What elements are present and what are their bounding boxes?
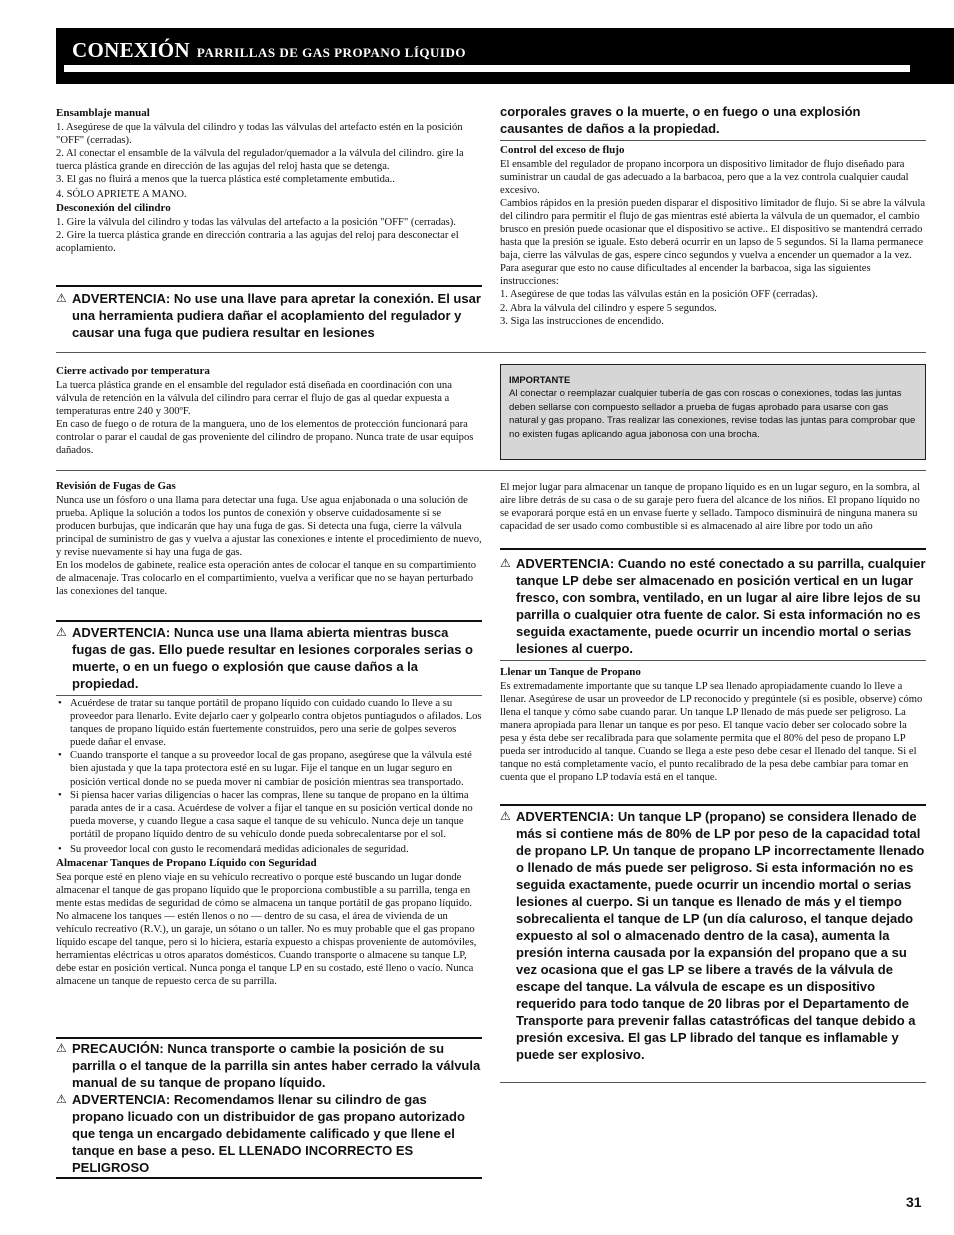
warning-icon: ⚠ <box>56 625 67 639</box>
divider <box>500 140 926 141</box>
warning-icon: ⚠ <box>56 291 67 305</box>
manual-step-3: 3. El gas no fluirá a menos que la tuerca plástica esté completamente embutida.. <box>56 173 395 185</box>
thermal-shutoff-section <box>56 365 482 457</box>
divider <box>500 548 926 550</box>
transport-tips-list <box>56 697 482 856</box>
divider <box>56 695 482 696</box>
page-header <box>56 28 954 84</box>
section-subtitle: PARRILLAS DE GAS PROPANO LÍQUIDO <box>196 45 466 60</box>
list-item: • Si piensa hacer varias diligencias o hacer las compras, llene su tanque de propano en la última parada antes de ir a casa. Acuérdese de volver a fijar el tanque en su posición vertical donde no pueda moverse, y cuando llegue a casa saque el tanque de su vehículo. Nunca deje un tanque portátil de propano líquido dentro de su vehículo donde pueda sobrecalentarse por el sol. <box>56 789 482 841</box>
warning-icon: ⚠ <box>500 809 511 823</box>
warning-icon: ⚠ <box>56 1092 67 1106</box>
warning-icon: ⚠ <box>500 556 511 570</box>
warning-continuation: corporales graves o la muerte, o en fuego o una explosión causantes de daños a la propiedad. <box>500 104 861 136</box>
section-divider <box>56 352 926 353</box>
warning-overfill-text: ADVERTENCIA: Un tanque LP (propano) se considera llenado de más si contiene más de 80% de LP por peso de la capacidad total de propano LP. Un tanque de propano LP incorrectamente llenado o llenado de más puede ser peligroso. Si esta información no es seguida exactamente, puede ocurrir un incendio mortal o serias lesiones al cuerpo. Si un tanque es llenado de más y el tiempo sobrecalienta el tanque de LP (un día caluroso, el tanque dejado expuesto al sol o almacenado dentro de la casa), aumenta la presión interna causada por la expansión del propano que a su vez ocasiona que el gas LP se libere a través de la válvula de escape del tanque. La válvula de escape es un dispositivo requerido para todo tanque de 20 libras por el Departamento de Transporte para prevenir fallas catastróficas del tanque debido a presión excesiva. El gas LP librado del tanque es inflamable y puede ser explosivo. <box>516 809 925 1062</box>
leak-check-section <box>56 480 482 598</box>
leak-check-paragraph-1: Nunca use un fósforo o una llama para detectar una fuga. Use agua enjabonada o una solución de prueba. Aplique la solución a todos los puntos de conexión y observe cuidadosamente si se producen burbujas, que indicarán que hay una fuga de gas. Si detecta una fuga, cierre la válvula principal de suministro de gas y vuelva a ajustar las conexiones e intente el procedimiento de nuevo, y revise nuevamente si hay una fuga de gas. <box>56 494 482 558</box>
excess-flow-heading: Control del exceso de flujo <box>500 144 625 156</box>
section-divider <box>56 470 926 471</box>
caution-and-warning <box>56 1040 482 1176</box>
excess-flow-step-2: 2. Abra la válvula del cilindro y espere 5 segundos. <box>500 302 717 314</box>
thermal-paragraph-2: En caso de fuego o de rotura de la manguera, uno de los elementos de protección funcionará para controlar o parar el caudal de gas proveniente del cilindro de propano. Nunca trate de usar equipos dañados. <box>56 418 474 456</box>
divider <box>56 1177 482 1179</box>
header-title <box>72 38 466 63</box>
warning-icon: ⚠ <box>56 1041 67 1055</box>
divider <box>56 620 482 622</box>
disconnect-heading: Desconexión del cilindro <box>56 202 171 215</box>
disconnect-step-1: 1. Gire la válvula del cilindro y todas las válvulas del artefacto a la posición "OFF" (cerradas). <box>56 216 456 228</box>
fill-tank-section <box>500 666 926 784</box>
divider <box>500 804 926 806</box>
fill-tank-heading: Llenar un Tanque de Propano <box>500 666 641 678</box>
list-item: • Cuando transporte el tanque a su proveedor local de gas propano, asegúrese que la válvula esté bien ajustada y que la tapa protectora esté en su lugar. Fije el tanque en un lugar seguro en posición vertical donde no se pueda mover ni cambiar de posición mientras sea transportado. <box>56 749 482 788</box>
manual-assembly-heading: Ensamblaje manual <box>56 107 150 119</box>
section-title: CONEXIÓN <box>72 38 190 62</box>
thermal-shutoff-heading: Cierre activado por temperatura <box>56 365 210 377</box>
warning-fill-dealer <box>56 1091 482 1176</box>
manual-assembly-section <box>56 107 482 255</box>
storage-heading: Almacenar Tanques de Propano Líquido con Seguridad <box>56 857 317 870</box>
warning-storage-text: ADVERTENCIA: Cuando no esté conectado a su parrilla, cualquier tanque LP debe ser almacenado en posición vertical en un lugar fresco, con sombra, ventilado, en un lugar al aire libre lejos de su parrilla o cualquier otra fuente de calor. Si esta información no es seguida exactamente, puede ocurrir un incendio mortal o serias lesiones al cuerpo. <box>516 556 926 656</box>
warning-storage <box>500 555 926 657</box>
caution-transport <box>56 1040 482 1091</box>
divider <box>56 285 482 287</box>
transport-tips-section <box>56 697 482 988</box>
excess-flow-step-3: 3. Siga las instrucciones de encendido. <box>500 315 664 327</box>
divider <box>500 660 926 661</box>
storage-outdoor-text: El mejor lugar para almacenar un tanque de propano líquido es en un lugar seguro, en la sombra, al aire libre detrás de su casa o de su garaje pero fuera del alcance de los niños. El propano líquido no se evaporará porque está en un envase fuerte y sellado. Tampoco disminuirá de ninguna manera su capacidad de ser usado como combustible si es almacenado al aire libre por todo un año <box>500 482 921 533</box>
excess-flow-paragraph-3: Para asegurar que esto no cause dificultades al encender la barbacoa, siga las siguientes instrucciones: <box>500 263 871 288</box>
page-number: 31 <box>906 1194 922 1210</box>
excess-flow-paragraph-1: El ensamble del regulador de propano incorpora un dispositivo limitador de flujo diseñado para suministrar un caudal de gas adecuado a la barbacoa, pero que a la vez controla cualquier caudal excesivo. <box>500 158 909 196</box>
excess-flow-step-1: 1. Asegúrese de que todas las válvulas están en la posición OFF (cerradas). <box>500 289 818 301</box>
warning-wrench <box>56 290 482 341</box>
manual-step-4: 4. SÓLO APRIETE A MANO. <box>56 188 187 200</box>
leak-check-paragraph-2: En los modelos de gabinete, realice esta operación antes de colocar el tanque en su compartimiento de almacenaje. Tras colocarlo en el compartimiento, vuelva a verificar que no se hayan perturbado las conexiones del tanque. <box>56 559 477 598</box>
storage-paragraph: Sea porque esté en pleno viaje en su vehículo recreativo o porque esté buscando un lugar donde almacenar el tanque de gas propano líquido que le proporciona combustible a su parrilla, tenga en mente estas medidas de seguridad de cómo se almacena un tanque portátil de gas propano líquido. No almacene los tanques — estén llenos o no — dentro de su casa, el área de vivienda de un vehículo recreativo (R.V.), un garaje, un sótano o un taller. No es muy probable que el gas propano líquido escape del tanque, pero si lo hiciera, estaría expuesto a chispas proveniente de automóviles, herramientas eléctricas u otros aparatos domésticos. Cuando transporte o almacene su tanque LP, debe estar en posición vertical. Nunca ponga el tanque LP en su costado, esté lleno o vacío. Nunca almacene un tanque de repuesto cerca de su parrilla. <box>56 871 477 988</box>
list-item: • Su proveedor local con gusto le recomendará medidas adicionales de seguridad. <box>56 843 482 856</box>
caution-transport-text: PRECAUCIÓN: Nunca transporte o cambie la posición de su parrilla o el tanque de la parrilla sin antes haber cerrado la válvula manual de su tanque de propano líquido. <box>72 1041 481 1090</box>
important-title: IMPORTANTE <box>509 374 571 385</box>
header-rule <box>64 65 910 72</box>
manual-step-1: 1. Asegúrese de que la válvula del cilindro y todas las válvulas del artefacto estén en la posición "OFF" (cerradas). <box>56 121 463 146</box>
divider <box>56 1037 482 1039</box>
thermal-paragraph-1: La tuerca plástica grande en el ensamble del regulador está diseñada en coordinación con una válvula de retención en la válvula del cilindro para cerrar el flujo de gas al quedar expuesta a temperaturas entre 240 y 300ºF. <box>56 379 452 417</box>
warning-open-flame-text: ADVERTENCIA: Nunca use una llama abierta mientras busca fugas de gas. Ello puede resultar en lesiones corporales serias o muerte, o en un fuego o explosión que cause daños a la propiedad. <box>72 625 473 691</box>
excess-flow-paragraph-2: Cambios rápidos en la presión pueden disparar el dispositivo limitador de flujo. Si se abre la válvula del cilindro para permitir el flujo de gas mientras esté abierta la válvula de un quemador, el cambio brusco en presión puede ocasionar que el dispositivo se active.. El dispositivo se mantendrá cerrado hasta que la presión se iguale. Esto deberá ocurrir en un lapso de 5 segundos. Si la llama permanece baja, cierre las válvulas de gas, espere cinco segundos y vuelva a encender un quemador a la vez. <box>500 197 926 262</box>
important-text: Al conectar o reemplazar cualquier tubería de gas con roscas o conexiones, todas las juntas deben sellarse con compuesto sellador a prueba de fugas aprobado para usarse con gas natural y gas propano. Tras realizar las conexiones, revise todas las juntas para comprobar que no existen fugas aplicando agua jabonosa con una brocha. <box>509 388 916 440</box>
leak-check-heading: Revisión de Fugas de Gas <box>56 480 176 492</box>
warning-fill-dealer-text: ADVERTENCIA: Recomendamos llenar su cilindro de gas propano licuado con un distribuidor de gas propano autorizado que tenga un encargado debidamente calificado y que llene el tanque en base a peso. EL LLENADO INCORRECTO ES PELIGROSO <box>72 1092 465 1175</box>
divider <box>500 1082 926 1083</box>
list-item: • Acuérdese de tratar su tanque portátil de propano líquido con cuidado cuando lo lleve a su proveedor para llenarlo. Evite dejarlo caer y golpearlo contra objetos puntiagudos o afilados. Los tanques de propano líquido están fuertemente construidos, pero una serie de golpes severos puede dañar el envase. <box>56 697 482 749</box>
warning-open-flame <box>56 624 482 692</box>
manual-step-2: 2. Al conectar el ensamble de la válvula del regulador/quemador a la válvula del cilindro. gire la tuerca plástica grande en dirección de las agujas del reloj hasta que se detenga. <box>56 147 464 172</box>
excess-flow-section <box>500 144 926 328</box>
fill-tank-paragraph: Es extremadamente importante que su tanque LP sea llenado apropiadamente cuando lo lleve a llenar. Asegúrese de usar un proveedor de LP reconocido y pregúntele (si es posible, observe) cómo llena el tanque y cómo sabe cuando parar. Un tanque LP llenado de más puede ser peligroso. La manera apropiada para llenar un tanque es por peso. El tanque vacío deber ser colocado sobre la pesa y ésta debe ser recalibrada para que solamente permita que el 80% del peso de propano LP pueda ser introducido al tanque. Cuando se llega a este peso debe cesar el llenado del tanque. Si el tanque no está completamente vacío, el punto recalibrado de la pesa debe cambiar para tomar en cuenta que el propano LP todavía está en el tanque. <box>500 680 923 784</box>
disconnect-step-2: 2. Gire la tuerca plástica grande en dirección contraria a las agujas del reloj para desconectar el acoplamiento. <box>56 229 459 254</box>
warning-overfill <box>500 808 926 1063</box>
important-box <box>500 364 926 460</box>
warning-wrench-text: ADVERTENCIA: No use una llave para apretar la conexión. El usar una herramienta pudiera dañar el acoplamiento del regulador y causar una fuga que pudiera resultar en lesiones <box>72 291 481 340</box>
